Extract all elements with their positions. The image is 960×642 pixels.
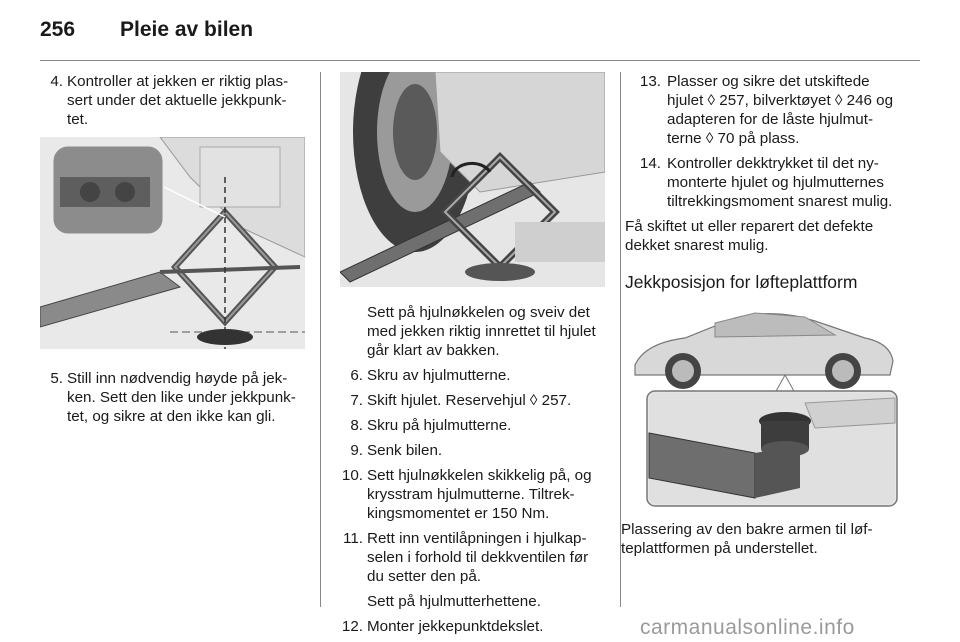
page-title: Pleie av bilen [120,18,254,41]
figure-caption: Plassering av den bakre armen til løf-teplattformen på understellet. [621,521,873,557]
step-6 [340,366,605,385]
step-5 [40,369,305,426]
step-number: 14. [639,155,661,172]
step-number: 11. [343,530,363,547]
header-divider [40,60,920,61]
step-text: Kontroller at jekken er riktig plas-sert under det aktuelle jekkpunk-tet. [67,73,289,128]
section-heading: Jekkposisjon for løfteplattform [625,272,858,292]
step-9 [340,441,605,460]
lift-platform-drawing [625,303,900,508]
step-number: 7. [350,392,363,409]
step-number: 5. [50,370,63,387]
step-12 [340,617,605,636]
jack-placement-illustration [40,137,305,349]
column-right [621,72,907,564]
step-number: 9. [350,442,363,459]
column-left [40,72,305,432]
jack-placement-drawing [40,137,305,349]
step-11 [340,529,605,586]
lift-platform-illustration [625,303,900,508]
jack-lifting-illustration [340,72,605,287]
step-7 [340,391,605,410]
step-text: Plasser og sikre det utskiftede hjulet ◊ 257, bilverktøyet ◊ 246 og adapteren for de låste hjulmut-terne ◊ 70 på plass. [667,73,894,147]
column-divider-1 [320,72,321,607]
column-middle [340,72,605,642]
step-13 [625,72,907,148]
crank-instruction: Sett på hjulnøkkelen og sveiv det med jekken riktig innrettet til hjulet går klart av bakken. [367,304,596,359]
step-number: 6. [350,367,363,384]
step-number: 8. [350,417,363,434]
step-text: Sett hjulnøkkelen skikkelig på, og krysstram hjulmutterne. Tiltrek-kingsmomentet er 150 Nm. [367,467,592,522]
step-8 [340,416,605,435]
step-number: 4. [50,73,63,90]
step-number: 10. [341,467,363,484]
step-text: Monter jekkepunktdekslet. [367,618,544,635]
step-4 [40,72,305,129]
jack-lifting-drawing [340,72,605,287]
step-text: Skru på hjulmutterne. [367,417,512,434]
step-11-sub: Sett på hjulmutterhettene. [367,593,541,610]
step-number: 13. [639,73,661,90]
step-text: Still inn nødvendig høyde på jek-ken. Sett den like under jekkpunk-tet, og sikre at den ikke kan gli. [67,370,296,425]
step-text: Skift hjulet. Reservehjul ◊ 257. [367,392,572,409]
step-text: Senk bilen. [367,442,443,459]
step-number: 12. [341,618,363,635]
watermark: carmanualsonline.info [640,616,855,639]
step-10 [340,466,605,523]
page-number: 256 [40,18,76,41]
step-text: Kontroller dekktrykket til det ny-monterte hjulet og hjulmutternes tiltrekkingsmoment snarest mulig. [667,155,893,210]
step-text: Skru av hjulmutterne. [367,367,511,384]
repair-note: Få skiftet ut eller reparert det defekte dekket snarest mulig. [625,218,874,254]
step-text: Rett inn ventilåpningen i hjulkap-selen i forhold til dekkventilen før du setter den på. [367,530,589,585]
step-14 [625,154,907,211]
